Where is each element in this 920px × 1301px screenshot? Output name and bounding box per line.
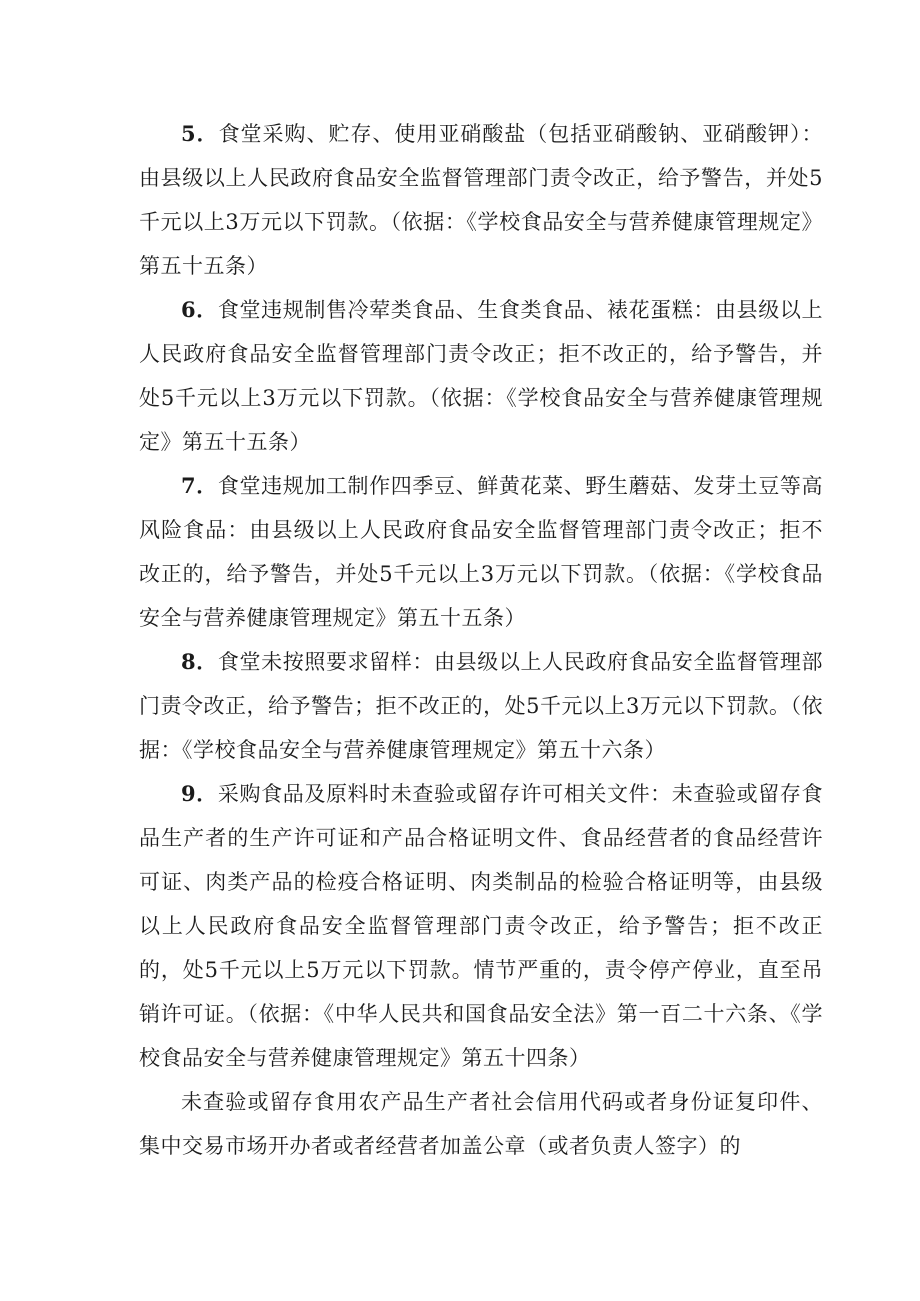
paragraph-text: 未查验或留存食用农产品生产者社会信用代码或者身份证复印件、集中交易市场开办者或者经营者加盖公章（或者负责人签字）的 — [139, 1090, 823, 1158]
document-page — [139, 112, 823, 1168]
paragraph-text: 食堂违规加工制作四季豆、鲜黄花菜、野生蘑菇、发芽土豆等高风险食品：由县级以上人民政府食品安全监督管理部门责令改正；拒不改正的，给予警告，并处5千元以上3万元以下罚款。（依据：《学校食品安全与营养健康管理规定》第五十五条） — [139, 474, 823, 630]
paragraph-continuation — [139, 1080, 823, 1168]
paragraph-item-9 — [139, 772, 823, 1080]
paragraph-text: 食堂采购、贮存、使用亚硝酸盐（包括亚硝酸钠、亚硝酸钾）：由县级以上人民政府食品安全监督管理部门责令改正，给予警告，并处5千元以上3万元以下罚款。（依据：《学校食品安全与营养健康管理规定》第五十五条） — [139, 122, 823, 278]
paragraph-text: 食堂未按照要求留样：由县级以上人民政府食品安全监督管理部门责令改正，给予警告；拒不改正的，处5千元以上3万元以下罚款。（依据：《学校食品安全与营养健康管理规定》第五十六条） — [139, 650, 823, 762]
paragraph-text: 食堂违规制售冷荤类食品、生食类食品、裱花蛋糕：由县级以上人民政府食品安全监督管理部门责令改正；拒不改正的，给予警告，并处5千元以上3万元以下罚款。（依据：《学校食品安全与营养健康管理规定》第五十五条） — [139, 298, 823, 454]
paragraph-item-6 — [139, 288, 823, 464]
item-number: 8． — [181, 649, 218, 674]
item-number: 5． — [181, 121, 219, 146]
item-number: 7． — [181, 473, 218, 498]
paragraph-item-5 — [139, 112, 823, 288]
item-number: 9． — [181, 781, 218, 806]
item-number: 6． — [181, 297, 218, 322]
paragraph-text: 采购食品及原料时未查验或留存许可相关文件：未查验或留存食品生产者的生产许可证和产品合格证明文件、食品经营者的食品经营许可证、肉类产品的检疫合格证明、肉类制品的检验合格证明等，由县级以上人民政府食品安全监督管理部门责令改正，给予警告；拒不改正的，处5千元以上5万元以下罚款。情节严重的，责令停产停业，直至吊销许可证。（依据：《中华人民共和国食品安全法》第一百二十六条、《学校食品安全与营养健康管理规定》第五十四条） — [139, 782, 823, 1070]
paragraph-item-8 — [139, 640, 823, 772]
paragraph-item-7 — [139, 464, 823, 640]
